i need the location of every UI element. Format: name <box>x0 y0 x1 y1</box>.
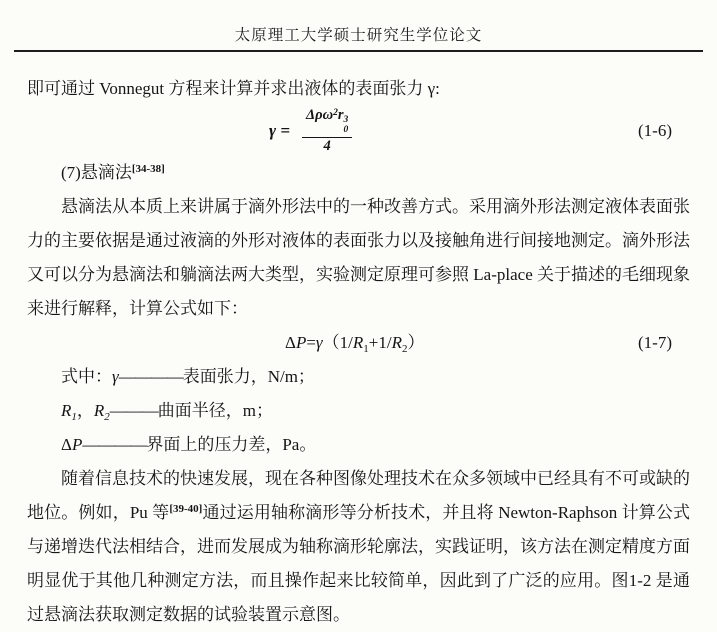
gamma-symbol: γ <box>112 367 119 386</box>
paragraph-1: 悬滴法从本质上来讲属于滴外形法中的一种改善方式。采用滴外形法测定液体表面张力的主要依据是通过液滴的外形对液体的表面张力以及接触角进行间接地测定。滴外形法又可以分为悬滴法和躺滴法两大类型，实验测定原理可参照 La-place 关于描述的毛细现象来进行解释，计算公式如下： <box>27 197 690 318</box>
definition-radii: $R_1$，$R_2———$曲面半径，m； <box>61 401 274 423</box>
definition-dash: ———— <box>82 435 147 454</box>
definition-delta-p: ΔP————界面上的压力差，Pa。 <box>61 435 317 454</box>
definition-gamma: 式中：γ————表面张力，N/m； <box>61 367 315 386</box>
omega-exponent: 2 <box>333 107 338 118</box>
citation-39-40: [39-40] <box>169 503 203 515</box>
thesis-body <box>0 52 717 632</box>
gamma-symbol: γ <box>269 120 277 140</box>
equation-1-7-body: $\Delta P=\gamma(1/R_1+1/R_2)$ <box>285 333 425 355</box>
page-header-title: 太原理工大学硕士研究生学位论文 <box>234 27 483 44</box>
definition-dash: ———— <box>118 367 183 386</box>
section-heading: (7)悬滴法[34-38] <box>61 163 165 182</box>
equation-1-6-body <box>269 107 352 155</box>
r-sub-sup: 3 0 <box>343 114 349 136</box>
fraction-denominator: 4 <box>323 137 331 154</box>
equation-1-6 <box>27 106 690 156</box>
definition-dash: ——— <box>109 401 158 420</box>
citation-34-38: [34-38] <box>131 163 165 175</box>
intro-line: 即可通过 Vonnegut 方程来计算并求出液体的表面张力 γ: <box>27 79 440 98</box>
equation-1-7 <box>27 326 690 360</box>
equals-sign: = <box>280 120 291 140</box>
equation-1-6-label: (1-6) <box>638 121 672 140</box>
equation-1-7-label: (1-7) <box>638 333 672 352</box>
fraction-numerator: Δρω$^2$r 3 0 <box>302 107 352 138</box>
fraction <box>302 107 352 155</box>
paragraph-2: 随着信息技术的快速发展，现在各种图像处理技术在众多领域中已经具有不可或缺的地位。例如，Pu 等[39-40]通过运用轴称滴形等分析技术，并且将 Newton-Raphson 计算公式与递增迭代法相结合，进而发展成为轴称滴形轮廓法，实践证明，该方法在测定精度方面明显优于其他几种测定方法，而且操作起来比较简单，因此到了广泛的应用。图1-2 是通过悬滴法获取测定数据的试验装置示意图。 <box>27 469 690 624</box>
